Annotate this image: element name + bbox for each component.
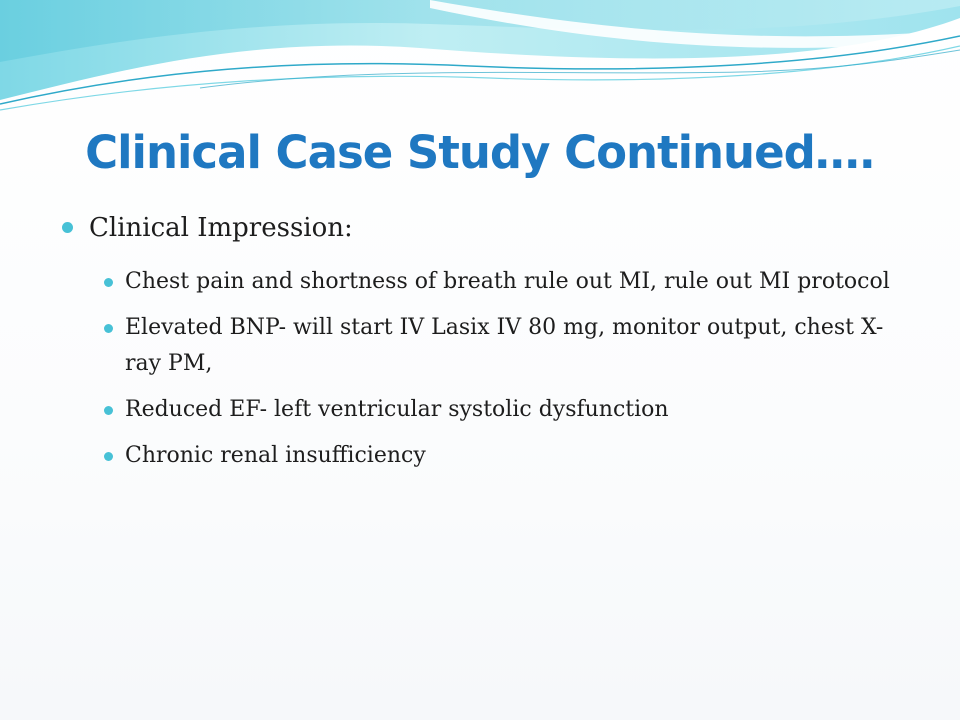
sub-bullet-list — [104, 264, 912, 474]
wave-header-decoration — [0, 0, 960, 120]
sub-bullet-item — [104, 438, 912, 474]
sub-bullet-dot-icon — [104, 452, 113, 461]
sub-bullet-dot-icon — [104, 278, 113, 287]
sub-bullet-text: Elevated BNP- will start IV Lasix IV 80 mg, monitor output, chest X-ray PM, — [125, 315, 884, 376]
slide-title: Clinical Case Study Continued…. — [85, 126, 875, 179]
sub-bullet-dot-icon — [104, 324, 113, 333]
sub-bullet-item — [104, 264, 912, 300]
bullet-dot-icon — [62, 222, 73, 233]
slide-content — [62, 208, 912, 484]
sub-bullet-text: Reduced EF- left ventricular systolic dysfunction — [125, 397, 669, 422]
sub-bullet-item — [104, 310, 912, 382]
sub-bullet-text: Chest pain and shortness of breath rule out MI, rule out MI protocol — [125, 269, 890, 294]
bullet-clinical-impression — [62, 208, 912, 248]
bullet-text: Clinical Impression: — [89, 213, 353, 243]
sub-bullet-item — [104, 392, 912, 428]
sub-bullet-text: Chronic renal insufficiency — [125, 443, 426, 468]
sub-bullet-dot-icon — [104, 406, 113, 415]
